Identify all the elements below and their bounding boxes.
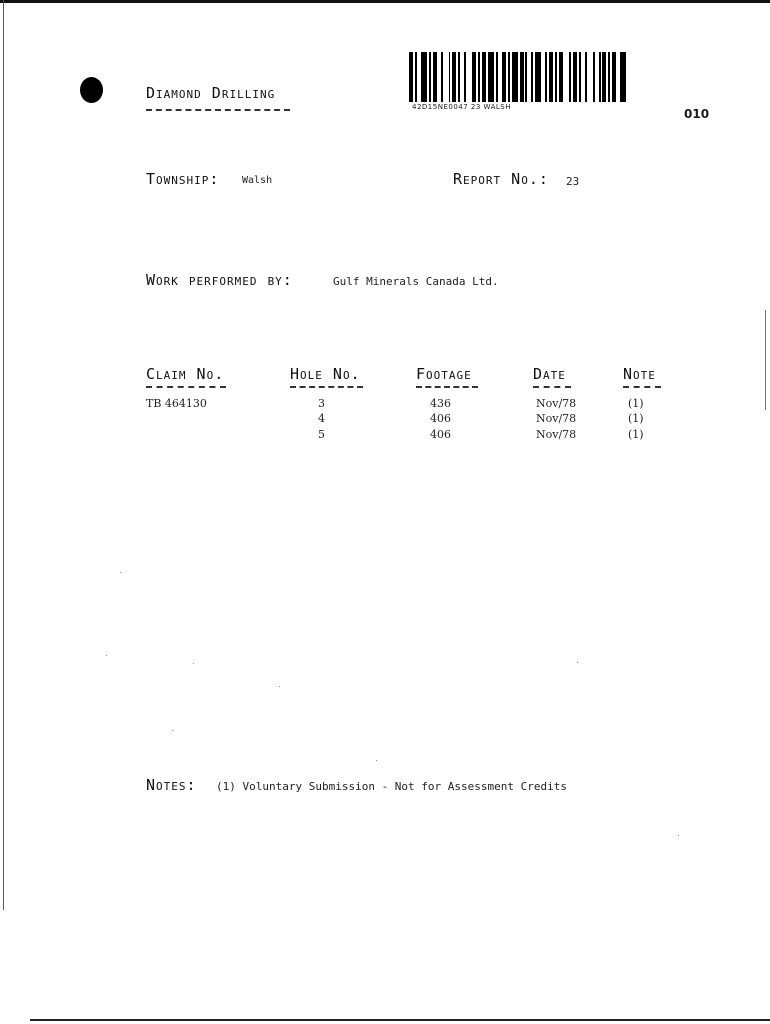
row-1-hole: 3	[318, 397, 325, 410]
title-underline	[146, 109, 290, 111]
header-claim-no: Claim No.	[146, 365, 225, 383]
township-value: Walsh	[242, 175, 273, 186]
scan-speck	[172, 730, 173, 731]
header-date-underline	[533, 386, 571, 388]
left-edge-line	[3, 0, 4, 910]
header-claim-no-underline	[146, 386, 226, 388]
scan-speck	[376, 760, 377, 761]
header-footage: Footage	[416, 365, 472, 383]
page-code: 010	[684, 107, 710, 121]
work-performed-value: Gulf Minerals Canada Ltd.	[333, 275, 499, 288]
row-1-date: Nov/78	[536, 397, 577, 410]
report-value: 23	[566, 175, 580, 188]
document-title: Diamond Drilling	[146, 84, 276, 102]
row-1-claim: TB 464130	[146, 397, 207, 410]
row-2-hole: 4	[318, 412, 325, 425]
right-edge-line	[765, 310, 766, 410]
report-label: Report No.:	[453, 170, 549, 188]
row-3-note: (1)	[628, 428, 644, 441]
header-note: Note	[623, 365, 656, 383]
bottom-border	[30, 1019, 770, 1021]
work-performed-label: Work performed by:	[146, 271, 293, 289]
row-3-footage: 406	[430, 428, 451, 441]
scan-speck	[678, 835, 679, 836]
scan-speck	[279, 686, 280, 687]
header-note-underline	[623, 386, 661, 388]
scan-speck	[577, 662, 578, 663]
row-1-footage: 436	[430, 397, 451, 410]
scan-speck	[120, 572, 121, 573]
header-footage-underline	[416, 386, 478, 388]
row-1-note: (1)	[628, 397, 644, 410]
scan-speck	[193, 663, 194, 664]
township-label: Township:	[146, 170, 220, 188]
row-2-note: (1)	[628, 412, 644, 425]
barcode	[409, 52, 629, 102]
notes-value: (1) Voluntary Submission - Not for Assessment Credits	[216, 780, 567, 793]
row-3-date: Nov/78	[536, 428, 577, 441]
top-border	[0, 0, 770, 3]
header-date: Date	[533, 365, 566, 383]
scan-speck	[106, 655, 107, 656]
punch-hole	[80, 77, 103, 103]
barcode-text: 42D15NE0047 23 WALSH	[412, 103, 511, 111]
row-2-date: Nov/78	[536, 412, 577, 425]
header-hole-no-underline	[290, 386, 363, 388]
notes-label: Notes:	[146, 776, 197, 794]
header-hole-no: Hole No.	[290, 365, 361, 383]
row-2-footage: 406	[430, 412, 451, 425]
row-3-hole: 5	[318, 428, 325, 441]
barcode-bar	[626, 52, 628, 102]
